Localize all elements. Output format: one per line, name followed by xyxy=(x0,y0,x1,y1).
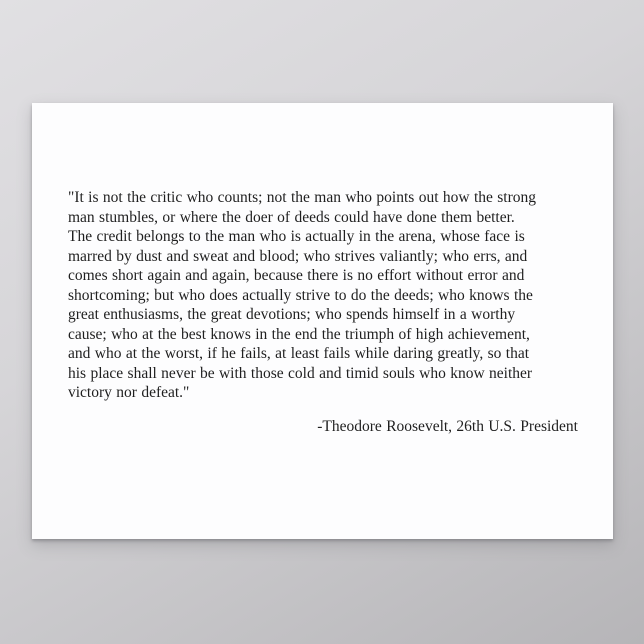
quote-text-block xyxy=(68,188,578,436)
quote-line: comes short again and again, because there is no effort without error and xyxy=(68,267,525,284)
quote-line: cause; who at the best knows in the end the triumph of high achievement, xyxy=(68,325,530,343)
quote-line: man stumbles, or where the doer of deeds could have done them better. xyxy=(68,208,515,226)
quote-poster xyxy=(32,103,613,539)
quote-line: shortcoming; but who does actually strive to do the deeds; who knows the xyxy=(68,286,533,304)
quote-line: victory nor defeat." xyxy=(68,384,190,401)
quote-line: "It is not the critic who counts; not the man who points out how the strong xyxy=(68,189,537,206)
quote-line: and who at the worst, if he fails, at least fails while daring greatly, so that xyxy=(68,345,530,362)
quote-line: his place shall never be with those cold and timid souls who know neither xyxy=(68,364,533,382)
quote-line: great enthusiasms, the great devotions; who spends himself in a worthy xyxy=(68,306,516,323)
quote-attribution: -Theodore Roosevelt, 26th U.S. President xyxy=(317,417,578,435)
quote-line: The credit belongs to the man who is actually in the arena, whose face is xyxy=(68,228,525,245)
quote-line: marred by dust and sweat and blood; who strives valiantly; who errs, and xyxy=(68,247,528,265)
